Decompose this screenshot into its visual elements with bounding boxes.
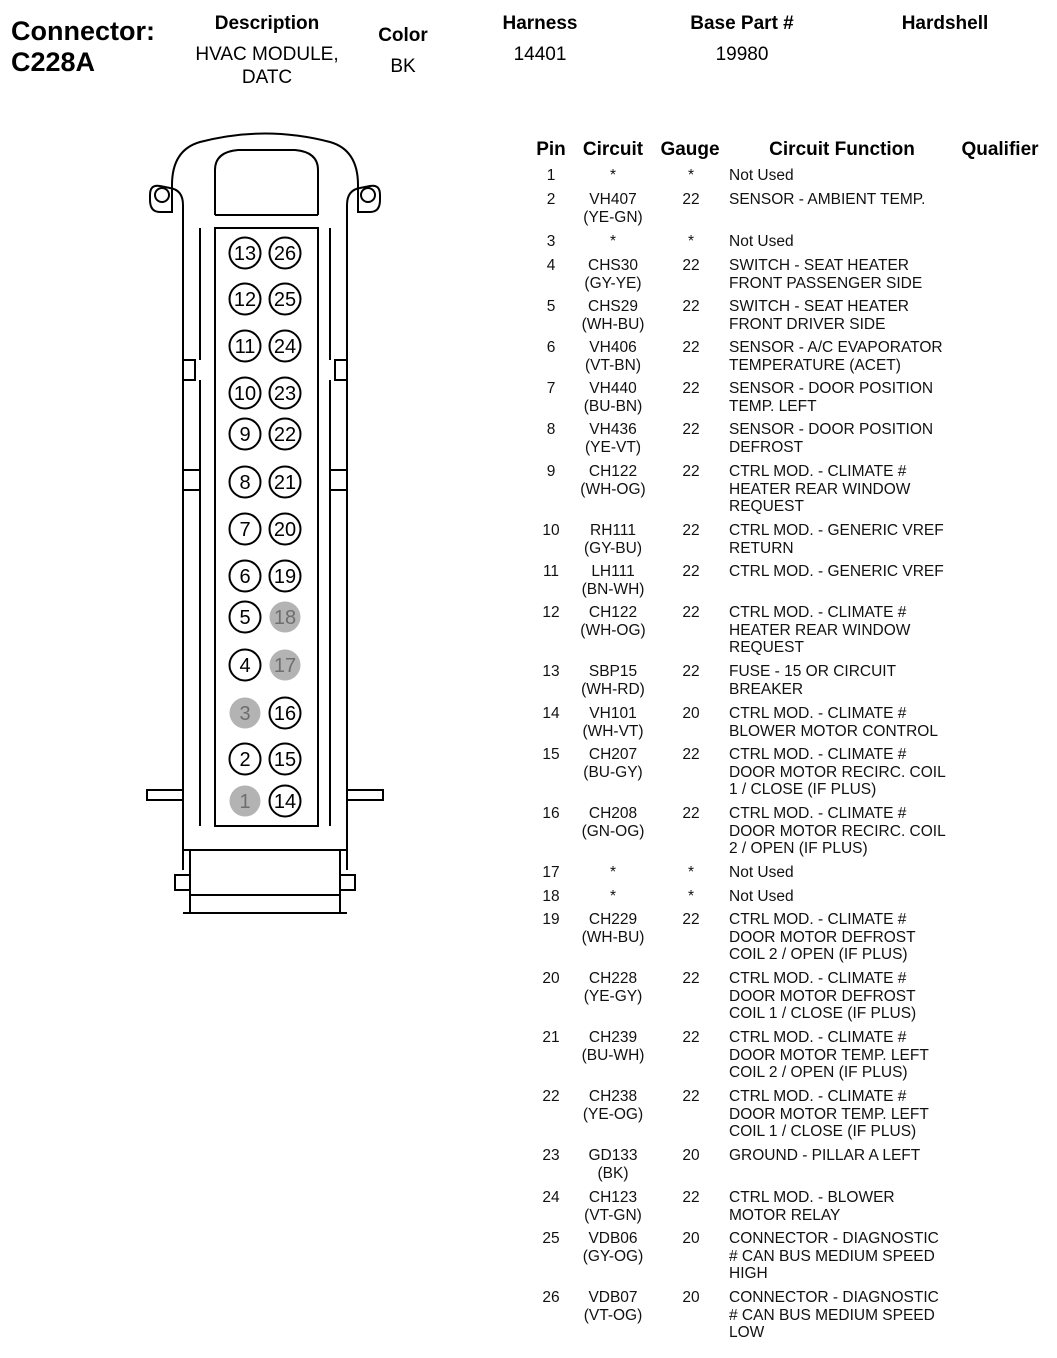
gauge: 22 (682, 563, 700, 580)
pin-cavity-label-13: 13 (233, 243, 257, 265)
pin-cavity-label-3: 3 (239, 703, 251, 725)
circuit-id: CHS29 (588, 298, 638, 315)
wire-color: (BU-GY) (583, 763, 643, 781)
circuit-function: SENSOR - DOOR POSITION DEFROST (729, 421, 934, 456)
pin-cavity-label-6: 6 (239, 566, 251, 588)
wire-color: (GY-OG) (582, 1247, 644, 1265)
color-label: Color (378, 25, 428, 46)
circuit-cell (574, 663, 652, 698)
pin-cavity-label-12: 12 (233, 289, 257, 311)
circuit-id: CH122 (588, 604, 638, 621)
circuit-cell (574, 421, 652, 456)
gauge: 22 (682, 663, 700, 680)
pin-cavity-label-26: 26 (273, 243, 297, 265)
pin-cavity-label-23: 23 (273, 383, 297, 405)
wire-color: (WH-OG) (580, 480, 646, 498)
pin-cavity-label-11: 11 (234, 336, 256, 358)
circuit-function: Not Used (729, 864, 794, 881)
pin-number: 10 (542, 522, 560, 539)
circuit-function: SWITCH - SEAT HEATER FRONT DRIVER SIDE (729, 298, 909, 333)
pin-number: 11 (542, 563, 560, 580)
circuit-id: VH406 (589, 339, 637, 356)
wire-color: (VT-GN) (584, 1206, 642, 1224)
wire-color: (WH-RD) (581, 680, 645, 698)
circuit-id: * (609, 888, 617, 905)
latch-cap (215, 150, 318, 215)
wire-color: (VT-BN) (585, 356, 641, 374)
circuit-cell (574, 522, 652, 557)
circuit-cell (574, 864, 652, 882)
pin-number: 25 (542, 1230, 560, 1247)
gauge: 22 (682, 463, 700, 480)
gauge: 22 (682, 339, 700, 356)
col-header-qualifier: Qualifier (961, 139, 1039, 160)
circuit-function: CTRL MOD. - CLIMATE # HEATER REAR WINDOW REQUEST (729, 604, 911, 656)
pin-cavity-label-9: 9 (239, 424, 251, 446)
wire-color: (YE-GY) (583, 987, 643, 1005)
gauge: 22 (682, 1189, 700, 1206)
wire-color: (BU-WH) (581, 1046, 645, 1064)
connector-housing (147, 134, 383, 914)
connector-label: Connector: (11, 16, 155, 46)
circuit-cell (574, 191, 652, 226)
circuit-cell (574, 911, 652, 946)
circuit-id: CH122 (588, 463, 638, 480)
left-ear-hole (155, 188, 169, 202)
circuit-cell (574, 380, 652, 415)
left-flange (147, 790, 183, 800)
pin-cavity-label-2: 2 (239, 749, 251, 771)
pin-cavity-label-25: 25 (273, 289, 297, 311)
circuit-id: SBP15 (588, 663, 638, 680)
circuit-function: CTRL MOD. - BLOWER MOTOR RELAY (729, 1189, 895, 1224)
circuit-cell (574, 257, 652, 292)
circuit-function: Not Used (729, 233, 794, 250)
pin-number: 14 (542, 705, 560, 722)
circuit-id: VDB07 (588, 1289, 638, 1306)
gauge: 20 (682, 705, 700, 722)
connector-id: C228A (11, 47, 96, 77)
circuit-id: CH207 (588, 746, 638, 763)
side-rails-upper (200, 228, 330, 360)
pin-number: 18 (542, 888, 560, 905)
base-part-value: 19980 (715, 44, 769, 65)
pin-number: 26 (542, 1289, 560, 1306)
circuit-function: CTRL MOD. - CLIMATE # DOOR MOTOR TEMP. LEFT COIL 2 / OPEN (IF PLUS) (729, 1029, 929, 1081)
circuit-cell (574, 1189, 652, 1224)
pin-cavity-label-17: 17 (273, 655, 297, 677)
harness-value: 14401 (513, 44, 567, 65)
pin-cavity-label-24: 24 (273, 336, 297, 358)
pin-number: 2 (546, 191, 556, 208)
col-header-pin: Pin (536, 139, 566, 160)
description-value: HVAC MODULE, DATC (195, 44, 339, 88)
circuit-function: SENSOR - DOOR POSITION TEMP. LEFT (729, 380, 934, 415)
circuit-function: CTRL MOD. - CLIMATE # HEATER REAR WINDOW REQUEST (729, 463, 911, 515)
circuit-function: CTRL MOD. - CLIMATE # DOOR MOTOR RECIRC. COIL 2 / OPEN (IF PLUS) (729, 805, 946, 857)
circuit-function: CTRL MOD. - CLIMATE # DOOR MOTOR DEFROST COIL 2 / OPEN (IF PLUS) (729, 911, 916, 963)
circuit-cell (574, 1289, 652, 1324)
gauge: 22 (682, 1029, 700, 1046)
circuit-id: CH228 (588, 970, 638, 987)
circuit-cell (574, 563, 652, 598)
connector-base (175, 850, 355, 913)
gauge: * (687, 167, 695, 184)
circuit-id: CH239 (588, 1029, 638, 1046)
circuit-function: CTRL MOD. - CLIMATE # BLOWER MOTOR CONTROL (729, 705, 938, 740)
circuit-cell (574, 1029, 652, 1064)
pin-number: 24 (542, 1189, 560, 1206)
circuit-id: CH208 (588, 805, 638, 822)
pin-cavity-label-22: 22 (273, 424, 297, 446)
circuit-cell (574, 233, 652, 251)
description-label: Description (214, 13, 320, 34)
housing-outline (150, 134, 380, 871)
circuit-id: VH101 (589, 705, 637, 722)
pin-cavity-label-1: 1 (239, 791, 251, 813)
circuit-cell (574, 746, 652, 781)
circuit-cell (574, 1230, 652, 1265)
circuit-id: CH229 (588, 911, 638, 928)
side-rails-lower (200, 380, 330, 826)
circuit-id: * (609, 864, 617, 881)
circuit-function: SENSOR - A/C EVAPORATOR TEMPERATURE (ACET) (729, 339, 943, 374)
wire-color: (YE-GN) (583, 208, 643, 226)
gauge: 22 (682, 1088, 700, 1105)
wire-color: (BK) (597, 1164, 629, 1182)
circuit-id: CHS30 (588, 257, 638, 274)
pin-number: 12 (542, 604, 560, 621)
circuit-id: VDB06 (588, 1230, 638, 1247)
pin-number: 19 (542, 911, 560, 928)
circuit-function: CTRL MOD. - CLIMATE # DOOR MOTOR TEMP. LEFT COIL 1 / CLOSE (IF PLUS) (729, 1088, 929, 1140)
gauge: 22 (682, 522, 700, 539)
pin-cavity-label-15: 15 (273, 749, 297, 771)
col-header-function: Circuit Function (769, 139, 915, 160)
pin-number: 22 (542, 1088, 560, 1105)
circuit-function: FUSE - 15 OR CIRCUIT BREAKER (729, 663, 897, 698)
gauge: * (687, 888, 695, 905)
circuit-cell (574, 888, 652, 906)
gauge: 22 (682, 911, 700, 928)
gauge: 22 (682, 805, 700, 822)
connector-face-diagram (0, 0, 520, 940)
color-value: BK (390, 56, 416, 77)
gauge: 22 (682, 257, 700, 274)
pin-number: 16 (542, 805, 560, 822)
gauge: 22 (682, 191, 700, 208)
pin-number: 21 (542, 1029, 560, 1046)
right-flange (347, 790, 383, 800)
harness-label: Harness (502, 13, 578, 34)
col-header-gauge: Gauge (660, 139, 720, 160)
pin-number: 13 (542, 663, 560, 680)
pin-cavity-label-7: 7 (239, 519, 251, 541)
pin-number: 4 (546, 257, 556, 274)
circuit-cell (574, 298, 652, 333)
pin-cavity-label-10: 10 (233, 383, 257, 405)
circuit-id: VH407 (589, 191, 637, 208)
circuit-cell (574, 705, 652, 740)
wire-color: (YE-VT) (585, 438, 641, 456)
hardshell-label: Hardshell (901, 13, 989, 34)
wire-color: (GN-OG) (581, 822, 645, 840)
pin-cavity-label-21: 21 (273, 472, 297, 494)
gauge: 22 (682, 746, 700, 763)
wire-color: (YE-OG) (582, 1105, 644, 1123)
pin-cavity-label-4: 4 (239, 655, 251, 677)
gauge: 22 (682, 380, 700, 397)
circuit-id: GD133 (588, 1147, 638, 1164)
circuit-cell (574, 167, 652, 185)
circuit-cell (574, 1147, 652, 1182)
circuit-function: CTRL MOD. - GENERIC VREF RETURN (729, 522, 944, 557)
circuit-function: CTRL MOD. - CLIMATE # DOOR MOTOR RECIRC. COIL 1 / CLOSE (IF PLUS) (729, 746, 946, 798)
wire-color: (WH-VT) (582, 722, 644, 740)
pin-number: 20 (542, 970, 560, 987)
circuit-function: CTRL MOD. - CLIMATE # DOOR MOTOR DEFROST COIL 1 / CLOSE (IF PLUS) (729, 970, 917, 1022)
pin-column-left (230, 238, 261, 817)
circuit-function: GROUND - PILLAR A LEFT (729, 1147, 921, 1164)
pin-number: 17 (542, 864, 560, 881)
gauge: 22 (682, 298, 700, 315)
pin-cavity-label-8: 8 (239, 472, 251, 494)
circuit-function: CTRL MOD. - GENERIC VREF (729, 563, 944, 580)
wire-color: (VT-OG) (583, 1306, 643, 1324)
circuit-cell (574, 970, 652, 1005)
gauge: 20 (682, 1289, 700, 1306)
circuit-id: RH111 (590, 522, 636, 539)
circuit-function: Not Used (729, 888, 794, 905)
pin-number: 5 (546, 298, 556, 315)
circuit-id: * (609, 233, 617, 250)
pin-number: 15 (542, 746, 560, 763)
wire-color: (GY-YE) (584, 274, 642, 292)
circuit-id: VH436 (589, 421, 637, 438)
gauge: 20 (682, 1230, 700, 1247)
circuit-cell (574, 805, 652, 840)
pin-cavity-label-18: 18 (273, 607, 297, 629)
pin-cavity-label-16: 16 (273, 703, 297, 725)
pin-cavity-label-20: 20 (273, 519, 297, 541)
col-header-circuit: Circuit (582, 139, 644, 160)
wire-color: (BU-BN) (583, 397, 643, 415)
circuit-cell (574, 1088, 652, 1123)
pin-number: 23 (542, 1147, 560, 1164)
circuit-cell (574, 604, 652, 639)
gauge: 22 (682, 421, 700, 438)
pin-number: 8 (546, 421, 556, 438)
base-part-label: Base Part # (690, 13, 794, 34)
circuit-function: SENSOR - AMBIENT TEMP. (729, 191, 926, 208)
left-key-upper (183, 360, 195, 380)
wire-color: (WH-OG) (580, 621, 646, 639)
wire-color: (GY-BU) (584, 539, 642, 557)
gauge: * (687, 233, 695, 250)
pin-cavity-label-19: 19 (273, 566, 297, 588)
circuit-id: LH111 (591, 563, 635, 580)
circuit-function: CONNECTOR - DIAGNOSTIC # CAN BUS MEDIUM SPEED HIGH (729, 1230, 939, 1282)
wire-color: (BN-WH) (581, 580, 645, 598)
circuit-cell (574, 339, 652, 374)
circuit-cell (574, 463, 652, 498)
circuit-function: SWITCH - SEAT HEATER FRONT PASSENGER SIDE (729, 257, 923, 292)
gauge: 22 (682, 970, 700, 987)
pin-number: 9 (546, 463, 556, 480)
gauge: 20 (682, 1147, 700, 1164)
gauge: * (687, 864, 695, 881)
right-ear-hole (361, 188, 375, 202)
pin-cavity-label-14: 14 (273, 791, 297, 813)
gauge: 22 (682, 604, 700, 621)
circuit-id: CH123 (588, 1189, 638, 1206)
pin-number: 7 (546, 380, 556, 397)
circuit-function: Not Used (729, 167, 794, 184)
wire-color: (WH-BU) (581, 315, 645, 333)
side-notches (183, 470, 347, 490)
pin-cavity-label-5: 5 (239, 607, 251, 629)
circuit-id: * (609, 167, 617, 184)
circuit-id: CH238 (588, 1088, 638, 1105)
wire-color: (WH-BU) (581, 928, 645, 946)
right-key-upper (335, 360, 347, 380)
pin-number: 1 (546, 167, 556, 184)
pin-column-right (270, 238, 301, 817)
circuit-id: VH440 (589, 380, 637, 397)
circuit-function: CONNECTOR - DIAGNOSTIC # CAN BUS MEDIUM SPEED LOW (729, 1289, 939, 1341)
pin-number: 3 (546, 233, 556, 250)
pin-number: 6 (546, 339, 556, 356)
